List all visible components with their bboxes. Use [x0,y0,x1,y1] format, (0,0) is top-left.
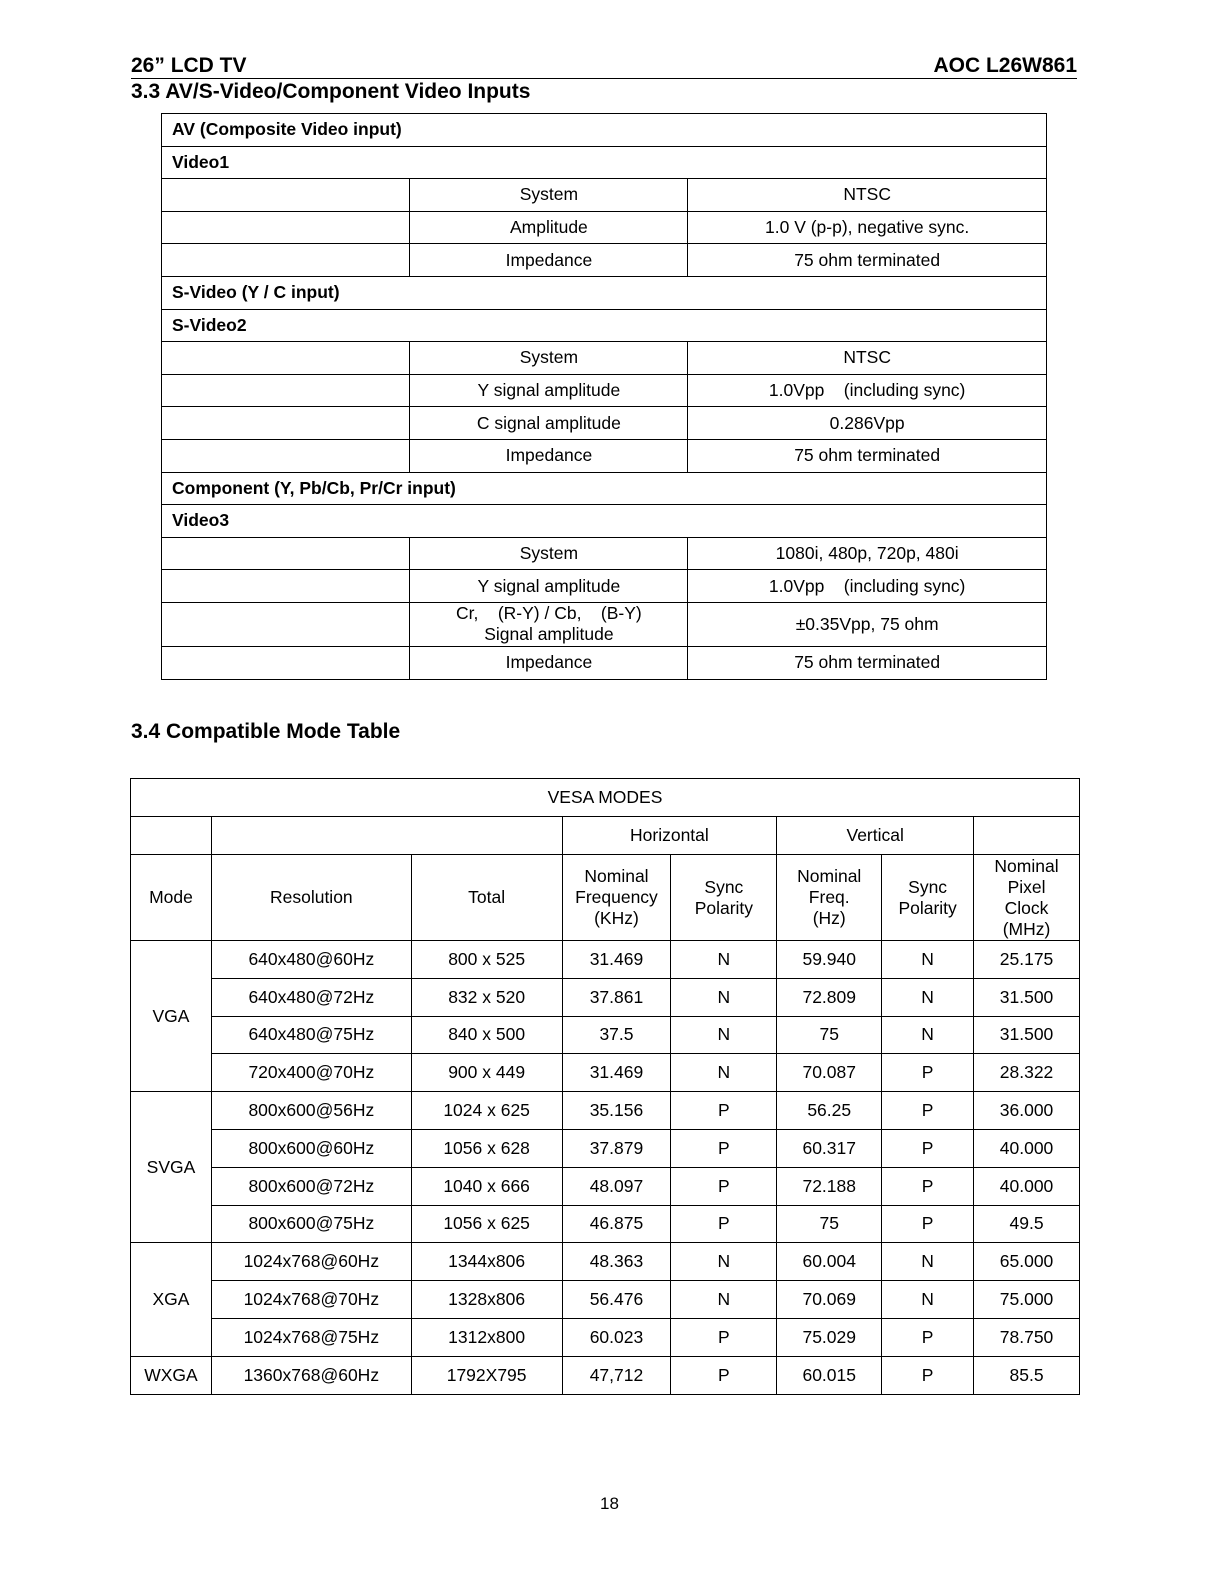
param-name: System [410,179,688,212]
cell-h-frequency: 37.879 [562,1129,671,1167]
header-line: Polarity [898,897,957,918]
table-row [131,1356,1080,1394]
cell-resolution: 1024x768@70Hz [211,1281,411,1319]
param-name: Impedance [410,439,688,472]
mode-group: WXGA [131,1356,212,1394]
av-param-row [162,211,1047,244]
header-line: Sync [908,876,948,897]
cell-v-frequency: 60.317 [777,1129,882,1167]
blank-cell [162,537,410,570]
table-row [131,1318,1080,1356]
cell-h-frequency: 60.023 [562,1318,671,1356]
group-heading: S-Video (Y / C input) [162,276,1047,309]
group-vertical: Vertical [777,817,974,855]
header-line: Polarity [694,897,754,918]
page-header [131,54,1077,79]
table-row [131,1129,1080,1167]
blank-cell [162,646,410,679]
cell-pixel-clock: 78.750 [974,1318,1080,1356]
table-row [131,1054,1080,1092]
col-v-sync-polarity [882,855,974,941]
col-mode: Mode [131,855,212,941]
param-name: Y signal amplitude [410,570,688,603]
param-value: NTSC [688,342,1047,375]
av-param-row [162,537,1047,570]
table-row [131,1016,1080,1054]
cell-pixel-clock: 85.5 [974,1356,1080,1394]
group-heading: Component (Y, Pb/Cb, Pr/Cr input) [162,472,1047,505]
av-inputs-table [161,113,1047,680]
header-product: 26” LCD TV [131,54,247,77]
mode-group: VGA [131,941,212,1092]
cell-resolution: 800x600@60Hz [211,1129,411,1167]
param-value: 0.286Vpp [688,407,1047,440]
cell-pixel-clock: 49.5 [974,1205,1080,1243]
header-line: Frequency [575,887,658,907]
blank-cell [162,179,410,212]
cell-pixel-clock: 40.000 [974,1167,1080,1205]
cell-resolution: 640x480@72Hz [211,978,411,1016]
cell-h-sync-polarity: N [671,1281,777,1319]
col-h-frequency [562,855,671,941]
cell-total: 1312x800 [411,1318,562,1356]
av-param-row [162,244,1047,277]
av-section-row [162,505,1047,538]
section-title-mode-table: 3.4 Compatible Mode Table [131,720,401,743]
cell-v-sync-polarity: P [882,1167,974,1205]
cell-pixel-clock: 65.000 [974,1243,1080,1281]
cell-total: 800 x 525 [411,941,562,979]
cell-pixel-clock: 40.000 [974,1129,1080,1167]
header-line: (KHz) [594,908,639,928]
blank-cell [211,817,562,855]
cell-v-frequency: 75 [777,1205,882,1243]
table-row [131,1243,1080,1281]
cell-h-sync-polarity: N [671,941,777,979]
cell-v-sync-polarity: P [882,1129,974,1167]
cell-h-frequency: 47,712 [562,1356,671,1394]
cell-total: 1024 x 625 [411,1092,562,1130]
group-subheading: Video1 [162,146,1047,179]
cell-v-frequency: 60.004 [777,1243,882,1281]
group-subheading: S-Video2 [162,309,1047,342]
table-row [131,978,1080,1016]
cell-pixel-clock: 25.175 [974,941,1080,979]
cell-total: 1344x806 [411,1243,562,1281]
cell-v-frequency: 72.188 [777,1167,882,1205]
cell-v-sync-polarity: N [882,1281,974,1319]
cell-pixel-clock: 36.000 [974,1092,1080,1130]
param-value: 75 ohm terminated [688,439,1047,472]
header-line: Sync [704,876,744,897]
av-section-row [162,146,1047,179]
header-line: (Hz) [812,908,846,928]
av-param-row [162,439,1047,472]
cell-h-frequency: 37.861 [562,978,671,1016]
header-line: Nominal [994,855,1059,876]
blank-cell [162,342,410,375]
param-value: 75 ohm terminated [688,646,1047,679]
blank-cell [162,439,410,472]
cell-h-sync-polarity: P [671,1205,777,1243]
cell-total: 840 x 500 [411,1016,562,1054]
cell-v-sync-polarity: P [882,1318,974,1356]
header-line: (MHz) [1002,918,1051,939]
cell-resolution: 800x600@72Hz [211,1167,411,1205]
compatible-mode-table [130,778,1080,1395]
blank-cell [162,374,410,407]
av-param-row [162,179,1047,212]
col-resolution: Resolution [211,855,411,941]
param-name: System [410,342,688,375]
param-name: System [410,537,688,570]
cell-v-frequency: 75.029 [777,1318,882,1356]
param-name: C signal amplitude [410,407,688,440]
cell-resolution: 640x480@60Hz [211,941,411,979]
cell-v-sync-polarity: N [882,941,974,979]
cell-h-frequency: 35.156 [562,1092,671,1130]
av-param-row [162,342,1047,375]
av-param-row [162,570,1047,603]
cell-h-sync-polarity: P [671,1356,777,1394]
cell-v-sync-polarity: P [882,1054,974,1092]
av-param-row [162,646,1047,679]
param-name: Amplitude [410,211,688,244]
param-name: Impedance [410,244,688,277]
param-value: ±0.35Vpp, 75 ohm [688,602,1047,646]
blank-cell [162,211,410,244]
table-row [131,941,1080,979]
cell-pixel-clock: 75.000 [974,1281,1080,1319]
cell-v-frequency: 70.069 [777,1281,882,1319]
av-param-row [162,407,1047,440]
cell-resolution: 1024x768@60Hz [211,1243,411,1281]
cell-resolution: 1360x768@60Hz [211,1356,411,1394]
group-horizontal: Horizontal [562,817,777,855]
cell-pixel-clock: 31.500 [974,978,1080,1016]
cell-h-frequency: 46.875 [562,1205,671,1243]
blank-cell [162,570,410,603]
param-name: Impedance [410,646,688,679]
param-value: NTSC [688,179,1047,212]
av-param-row [162,374,1047,407]
param-name-line: Signal amplitude [484,624,614,645]
cell-total: 1328x806 [411,1281,562,1319]
blank-cell [162,407,410,440]
header-line: Nominal [584,866,649,886]
section-title-av-inputs: 3.3 AV/S-Video/Component Video Inputs [131,80,531,103]
param-name [410,602,688,646]
cell-v-sync-polarity: N [882,1243,974,1281]
header-model: AOC L26W861 [933,54,1077,77]
cell-h-frequency: 48.363 [562,1243,671,1281]
mode-group: XGA [131,1243,212,1356]
blank-cell [974,817,1080,855]
group-heading: AV (Composite Video input) [162,114,1047,147]
table-row [131,1205,1080,1243]
cell-v-frequency: 59.940 [777,941,882,979]
param-value: 1080i, 480p, 720p, 480i [688,537,1047,570]
col-h-sync-polarity [671,855,777,941]
av-section-row [162,114,1047,147]
cell-h-sync-polarity: P [671,1092,777,1130]
cell-v-frequency: 60.015 [777,1356,882,1394]
cell-total: 1056 x 625 [411,1205,562,1243]
cell-total: 900 x 449 [411,1054,562,1092]
blank-cell [162,602,410,646]
param-value: 1.0Vpp (including sync) [688,374,1047,407]
param-value: 1.0 V (p-p), negative sync. [688,211,1047,244]
av-param-row [162,602,1047,646]
cell-h-sync-polarity: N [671,1054,777,1092]
cell-total: 1792X795 [411,1356,562,1394]
cell-h-frequency: 56.476 [562,1281,671,1319]
av-section-row [162,276,1047,309]
cell-resolution: 800x600@56Hz [211,1092,411,1130]
cell-v-frequency: 56.25 [777,1092,882,1130]
cell-v-frequency: 72.809 [777,978,882,1016]
cell-v-frequency: 75 [777,1016,882,1054]
cell-total: 832 x 520 [411,978,562,1016]
cell-v-sync-polarity: P [882,1092,974,1130]
param-value: 75 ohm terminated [688,244,1047,277]
table-row [131,1167,1080,1205]
cell-resolution: 1024x768@75Hz [211,1318,411,1356]
cell-h-sync-polarity: N [671,1016,777,1054]
cell-h-sync-polarity: N [671,1243,777,1281]
header-line: Pixel [1007,876,1046,897]
header-line: Freq. [808,887,850,907]
cell-h-sync-polarity: P [671,1318,777,1356]
mode-group: SVGA [131,1092,212,1243]
cell-h-frequency: 37.5 [562,1016,671,1054]
cell-h-frequency: 31.469 [562,1054,671,1092]
vesa-modes-title: VESA MODES [131,779,1080,817]
cell-h-sync-polarity: P [671,1167,777,1205]
blank-cell [162,244,410,277]
cell-resolution: 800x600@75Hz [211,1205,411,1243]
cell-h-frequency: 48.097 [562,1167,671,1205]
cell-v-sync-polarity: N [882,978,974,1016]
cell-pixel-clock: 31.500 [974,1016,1080,1054]
cell-pixel-clock: 28.322 [974,1054,1080,1092]
cell-v-sync-polarity: N [882,1016,974,1054]
col-pixel-clock [974,855,1080,941]
header-line: Nominal [797,866,862,886]
cell-v-sync-polarity: P [882,1356,974,1394]
av-section-row [162,472,1047,505]
col-total: Total [411,855,562,941]
cell-resolution: 640x480@75Hz [211,1016,411,1054]
blank-cell [131,817,212,855]
cell-v-sync-polarity: P [882,1205,974,1243]
page-number: 18 [600,1494,619,1513]
param-name-line: Cr, (R-Y) / Cb, (B-Y) [456,603,642,624]
header-line: Clock [1004,897,1049,918]
cell-h-sync-polarity: P [671,1129,777,1167]
cell-v-frequency: 70.087 [777,1054,882,1092]
cell-total: 1056 x 628 [411,1129,562,1167]
group-subheading: Video3 [162,505,1047,538]
col-v-frequency [777,855,882,941]
param-name: Y signal amplitude [410,374,688,407]
cell-h-frequency: 31.469 [562,941,671,979]
cell-h-sync-polarity: N [671,978,777,1016]
table-row [131,1281,1080,1319]
param-value: 1.0Vpp (including sync) [688,570,1047,603]
av-section-row [162,309,1047,342]
cell-total: 1040 x 666 [411,1167,562,1205]
cell-resolution: 720x400@70Hz [211,1054,411,1092]
table-row [131,1092,1080,1130]
